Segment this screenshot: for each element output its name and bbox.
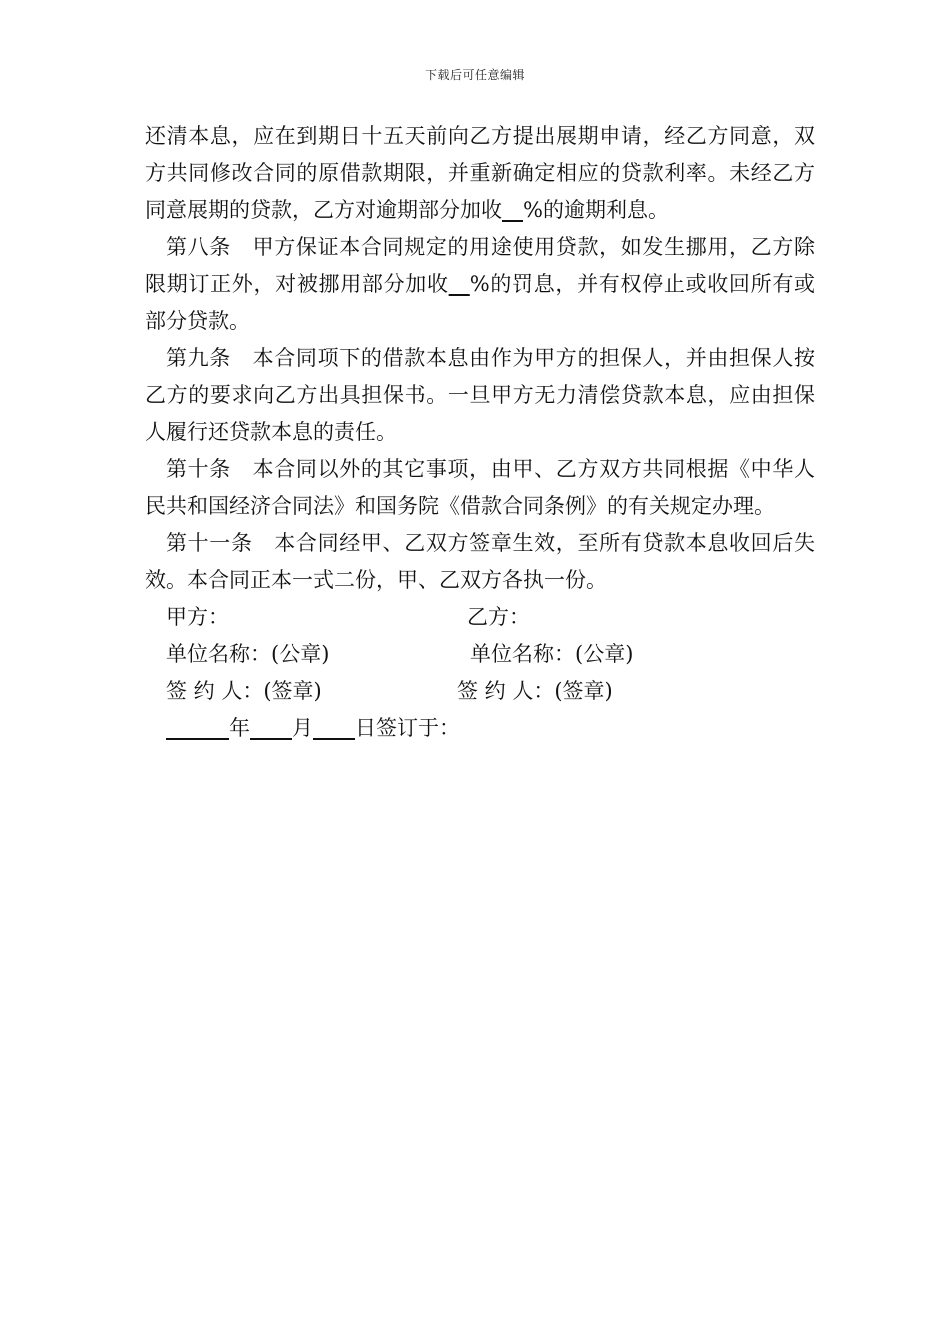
date-line bbox=[145, 710, 815, 747]
paragraph-text: 第八条 甲方保证本合同规定的用途使用贷款，如发生挪用，乙方除限期订正外，对被挪用部分加收 bbox=[145, 235, 815, 296]
day-label: 日签订于： bbox=[355, 716, 460, 740]
signature-signer-row bbox=[145, 673, 815, 710]
article-11: 第十一条 本合同经甲、乙双方签章生效，至所有贷款本息收回后失效。本合同正本一式二份，甲、乙双方各执一份。 bbox=[145, 531, 815, 592]
party-b-label: 乙方： bbox=[467, 605, 530, 629]
paragraph-text: %的逾期利息。 bbox=[523, 198, 669, 222]
document-body bbox=[145, 118, 815, 747]
paragraph-text: %的罚息，并有权停止或收回所有或部分贷款。 bbox=[145, 272, 816, 333]
signer-b-label: 签 约 人：(签章) bbox=[457, 679, 613, 703]
party-a-label: 甲方： bbox=[166, 605, 229, 629]
page-header: 下载后可任意编辑 bbox=[424, 68, 525, 82]
blank-field: __ bbox=[448, 272, 470, 296]
signer-a-label: 签 约 人：(签章) bbox=[166, 679, 322, 703]
year-blank: ______ bbox=[166, 716, 229, 740]
unit-b-label: 单位名称：(公章) bbox=[470, 642, 634, 666]
month-blank: ____ bbox=[250, 716, 292, 740]
signature-party-row bbox=[145, 599, 815, 636]
blank-field: __ bbox=[502, 198, 523, 222]
signature-unit-row bbox=[145, 636, 815, 673]
article-10: 第十条 本合同以外的其它事项，由甲、乙方双方共同根据《中华人民共和国经济合同法》和国务院《借款合同条例》的有关规定办理。 bbox=[145, 457, 815, 518]
month-label: 月 bbox=[292, 716, 313, 740]
article-9: 第九条 本合同项下的借款本息由作为甲方的担保人，并由担保人按乙方的要求向乙方出具担保书。一旦甲方无力清偿贷款本息，应由担保人履行还贷款本息的责任。 bbox=[145, 346, 815, 444]
day-blank: ____ bbox=[313, 716, 355, 740]
paragraph-text: 还清本息，应在到期日十五天前向乙方提出展期申请，经乙方同意，双方共同修改合同的原借款期限，并重新确定相应的贷款利率。未经乙方同意展期的贷款，乙方对逾期部分加收 bbox=[145, 124, 815, 222]
paragraph-continuation bbox=[145, 118, 815, 229]
year-label: 年 bbox=[229, 716, 250, 740]
article-8 bbox=[145, 229, 815, 340]
unit-a-label: 单位名称：(公章) bbox=[166, 642, 330, 666]
